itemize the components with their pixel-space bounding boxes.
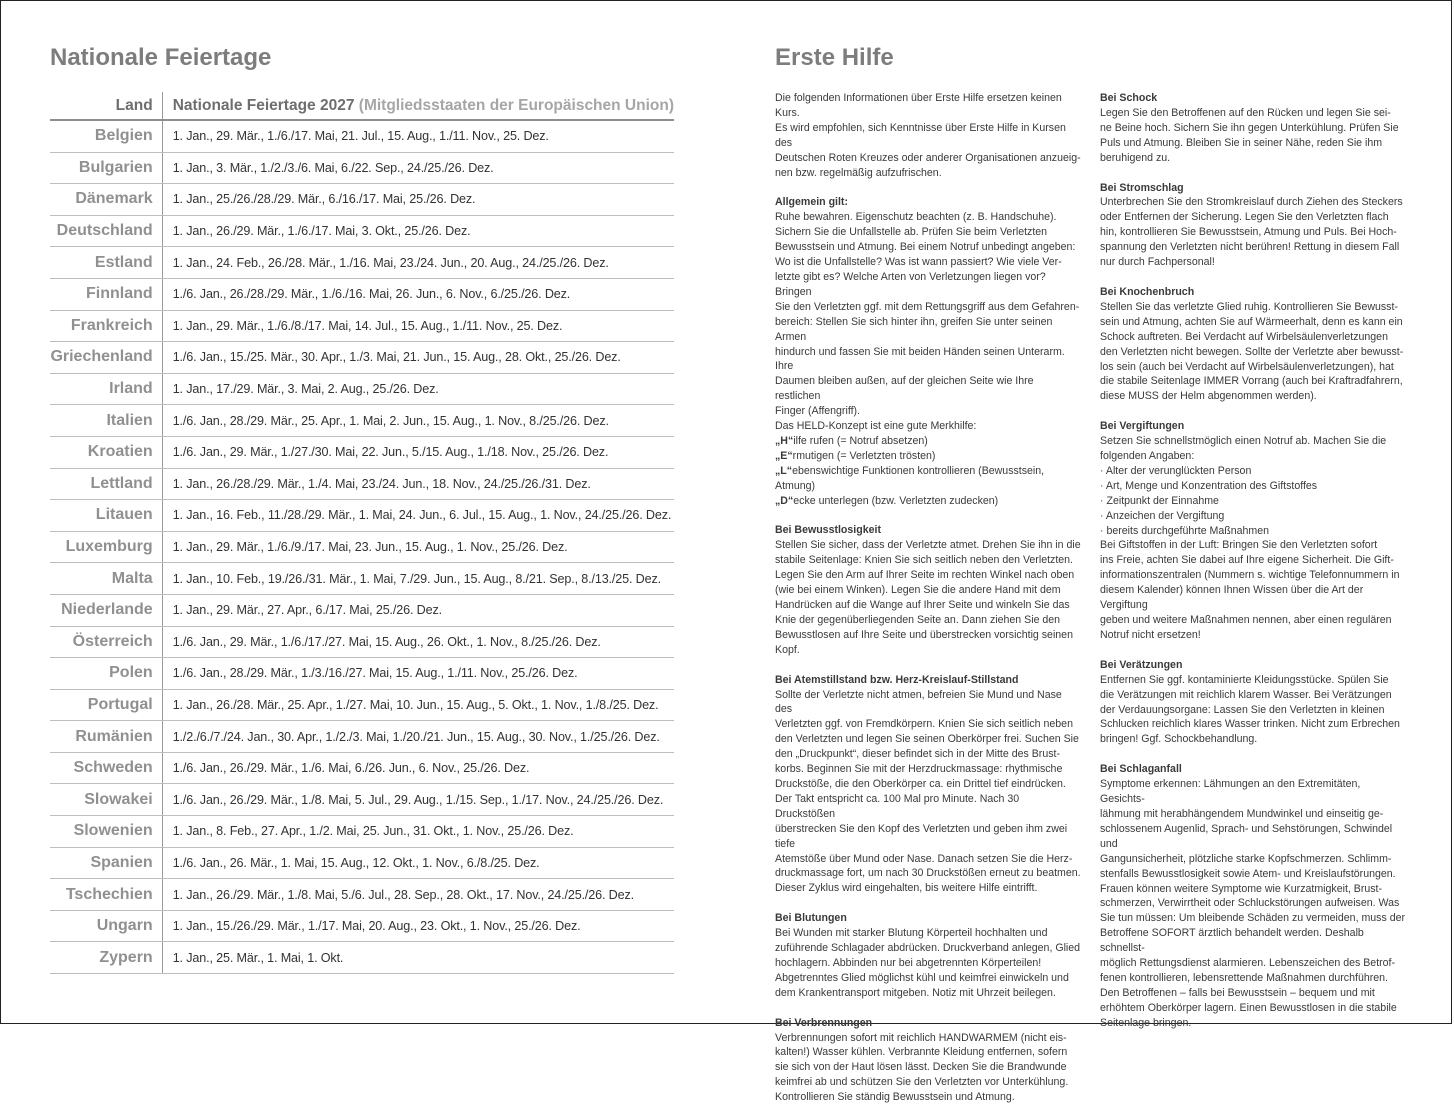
intro-text: Die folgenden Informationen über Erste Hilfe ersetzen keinen Kurs. Es wird empfohlen, sich Kenntnisse über Erste Hilfe in Kursen des Deutschen Roten Kreuzes oder anderer Organisationen anzueig- nen bzw. regelmäßig aufzufrischen. [775,92,1081,179]
held-text: ecke unterlegen (bzw. Verletzten zudecken) [793,494,999,507]
first-aid-section [775,673,1081,897]
country-cell: Luxemburg [50,531,162,563]
held-item [775,449,1081,464]
first-aid-section [775,1016,1081,1105]
section-body: Sollte der Verletzte nicht atmen, befreien Sie Mund und Nase des Verletzten ggf. von Fremdkörpern. Knien Sie sich seitlich neben den Verletzten und legen Sie seinen Oberkörper frei. Suchen Sie den „Druckpunkt“, dieser befindet sich in der Mitte des Brust- korbs. Beginnen Sie mit der Herzdruckmassage: rhythmische Druckstöße, die den Oberkörper ca. ein Drittel tief eindrücken. Der Takt entspricht ca. 100 Mal pro Minute. Nach 30 Druckstößen überstrecken Sie den Kopf des Verletzten und geben ihm zwei tiefe Atemstöße über Mund oder Nase. Danach setzen Sie die Herz- druckmassage fort, um nach 30 Druckstößen erneut zu beatmen. Dieser Zyklus wird eingehalten, bis weitere Hilfe eintrifft. [775,688,1081,895]
holiday-dates-cell: 1. Jan., 26./29. Mär., 1./8. Mai, 5./6. Jul., 28. Sep., 28. Okt., 17. Nov., 24./25./26. Dez. [162,879,674,911]
held-letter: „D“ [775,494,794,507]
country-cell: Griechenland [50,342,162,374]
held-letter: „E“ [775,449,793,462]
country-cell: Ungarn [50,910,162,942]
country-cell: Kroatien [50,436,162,468]
section-heading: Bei Schlaganfall [1100,763,1182,776]
table-row [50,784,674,816]
table-row [50,405,674,437]
country-cell: Finnland [50,278,162,310]
section-heading: Bei Stromschlag [1100,181,1184,194]
first-aid-section [1100,762,1406,1030]
holiday-dates-cell: 1. Jan., 29. Mär., 1./6./17. Mai, 21. Jul., 15. Aug., 1./11. Nov., 25. Dez. [162,120,674,152]
country-cell: Polen [50,658,162,690]
held-letter: „H“ [775,434,794,447]
table-row [50,531,674,563]
country-cell: Rumänien [50,721,162,753]
section-body: Ruhe bewahren. Eigenschutz beachten (z. B. Handschuhe). Sichern Sie die Unfallstelle ab. Prüfen Sie beim Verletzten Bewusstsein und Atmung. Bei einem Notruf unbedingt angeben: Wo ist die Unfallstelle? Was ist wann passiert? Wie viele Ver- letzte gibt es? Welche Arten von Verletzungen liegen vor? Bringen Sie den Verletzten ggf. mit dem Rettungsgriff aus dem Gefahren- bereich: Stellen Sie sich hinter ihn, greifen Sie unter seinen Armen hindurch und fassen Sie mit beiden Händen seinen Unterarm. Ihre Daumen bleiben außen, auf der gleichen Seite wie Ihre restlichen Finger (Affengriff). Das HELD-Konzept ist eine gute Merkhilfe: [775,211,1080,433]
first-aid-column-right [1100,91,1406,1046]
holiday-dates-cell: 1./6. Jan., 29. Mär., 1./27./30. Mai, 22. Jun., 5./15. Aug., 1./18. Nov., 25./26. Dez. [162,436,674,468]
holiday-dates-cell: 1. Jan., 26./28. Mär., 25. Apr., 1./27. Mai, 10. Jun., 15. Aug., 5. Okt., 1. Nov., 1./8./25. Dez. [162,689,674,721]
country-cell: Tschechien [50,879,162,911]
first-aid-column-left [775,91,1081,1120]
first-aid-section [1100,658,1406,747]
table-row [50,436,674,468]
table-row [50,184,674,216]
country-cell: Litauen [50,500,162,532]
table-row [50,120,674,152]
country-cell: Belgien [50,120,162,152]
header-holidays-title: Nationale Feiertage 2027 [172,96,355,114]
holiday-dates-cell: 1. Jan., 15./26./29. Mär., 1./17. Mai, 20. Aug., 23. Okt., 1. Nov., 25./26. Dez. [162,910,674,942]
holidays-page [50,44,680,966]
holiday-dates-cell: 1. Jan., 10. Feb., 19./26./31. Mär., 1. Mai, 7./29. Jun., 15. Aug., 8./21. Sep., 8./13./25. Dez. [162,563,674,595]
section-body: Legen Sie den Betroffenen auf den Rücken und legen Sie sei- ne Beine hoch. Sichern Sie ihn gegen Unterkühlung. Prüfen Sie Puls und Atmung. Bleiben Sie in seiner Nähe, reden Sie ihm beruhigend zu. [1100,106,1399,164]
country-cell: Italien [50,405,162,437]
held-item [775,464,1081,494]
holiday-dates-cell: 1./6. Jan., 29. Mär., 1./6./17./27. Mai, 15. Aug., 26. Okt., 1. Nov., 8./25./26. Dez. [162,626,674,658]
country-cell: Portugal [50,689,162,721]
page-title: Nationale Feiertage [50,44,272,71]
holiday-dates-cell: 1. Jan., 8. Feb., 27. Apr., 1./2. Mai, 25. Jun., 31. Okt., 1. Nov., 25./26. Dez. [162,816,674,848]
country-cell: Lettland [50,468,162,500]
holiday-dates-cell: 1./6. Jan., 28./29. Mär., 1./3./16./27. Mai, 15. Aug., 1./11. Nov., 25./26. Dez. [162,658,674,690]
held-text: ebenswichtige Funktionen kontrollieren (Bewusstsein, Atmung) [775,464,1045,492]
section-heading: Bei Bewusstlosigkeit [775,524,881,537]
first-aid-section [1100,91,1406,166]
holiday-dates-cell: 1./6. Jan., 15./25. Mär., 30. Apr., 1./3. Mai, 21. Jun., 15. Aug., 28. Okt., 25./26. Dez. [162,342,674,374]
section-heading: Bei Blutungen [775,912,847,925]
holiday-dates-cell: 1./2./6./7./24. Jan., 30. Apr., 1./2./3. Mai, 1./20./21. Jun., 15. Aug., 30. Nov., 1./25./26. Dez. [162,721,674,753]
holiday-dates-cell: 1./6. Jan., 26./29. Mär., 1./6. Mai, 6./26. Jun., 6. Nov., 25./26. Dez. [162,752,674,784]
table-row [50,342,674,374]
country-cell: Bulgarien [50,152,162,184]
header-holidays [162,92,674,120]
country-cell: Niederlande [50,594,162,626]
first-aid-page [775,44,1415,1104]
section-body: Verbrennungen sofort mit reichlich HANDWARMEM (nicht eis- kalten!) Wasser kühlen. Verbrannte Kleidung entfernen, sofern sie sich von der Haut lösen lässt. Decken Sie die Brandwunde keimfrei ab und schützen Sie den Verletzten vor Unterkühlung. Kontrollieren Sie ständig Bewusstsein und Atmung. [775,1031,1069,1104]
table-row [50,247,674,279]
country-cell: Zypern [50,942,162,974]
section-heading: Bei Vergiftungen [1100,420,1185,433]
holiday-dates-cell: 1./6. Jan., 26./28./29. Mär., 1./6./16. Mai, 26. Jun., 6. Nov., 6./25./26. Dez. [162,278,674,310]
country-cell: Malta [50,563,162,595]
table-row [50,752,674,784]
header-holidays-subtitle: (Mitgliedsstaaten der Europäischen Union) [358,96,674,114]
table-row [50,373,674,405]
holiday-dates-cell: 1. Jan., 3. Mär., 1./2./3./6. Mai, 6./22. Sep., 24./25./26. Dez. [162,152,674,184]
section-body: Setzen Sie schnellstmöglich einen Notruf ab. Machen Sie die folgenden Angaben: · Alter der verunglückten Person · Art, Menge und Konzentration des Giftstoffes · Zeitpunkt der Einnahme · Anzeichen der Vergiftung · bereits durchgeführte Maßnahmen Bei Giftstoffen in der Luft: Bringen Sie den Verletzten sofort ins Freie, achten Sie dabei auf Ihre eigene Sicherheit. Die Gift- informationszentralen (Nummern s. wichtige Telefonnummern in diesem Kalender) können Ihnen Wissen über die Art der Vergiftung geben und weitere Maßnahmen nennen, aber einen regulären Notruf nicht ersetzen! [1100,435,1400,641]
table-row [50,942,674,974]
section-heading: Bei Knochenbruch [1100,285,1195,298]
table-row [50,816,674,848]
country-cell: Slowakei [50,784,162,816]
table-row [50,278,674,310]
country-cell: Dänemark [50,184,162,216]
table-row [50,215,674,247]
table-row [50,658,674,690]
country-cell: Irland [50,373,162,405]
holiday-dates-cell: 1./6. Jan., 26./29. Mär., 1./8. Mai, 5. Jul., 29. Aug., 1./15. Sep., 1./17. Nov., 24./25./26. Dez. [162,784,674,816]
holiday-dates-cell: 1. Jan., 26./29. Mär., 1./6./17. Mai, 3. Okt., 25./26. Dez. [162,215,674,247]
table-row [50,563,674,595]
first-aid-section [775,911,1081,1000]
section-body: Unterbrechen Sie den Stromkreislauf durch Ziehen des Steckers oder Entfernen der Sicherung. Legen Sie den Verletzten flach hin, kontrollieren Sie Bewusstsein, Atmung und Puls. Bei Hoch- spannung den Verletzten nicht berühren! Rettung in diesem Fall nur durch Fachpersonal! [1100,196,1403,269]
country-cell: Schweden [50,752,162,784]
table-row [50,500,674,532]
holiday-dates-cell: 1. Jan., 26./28./29. Mär., 1./4. Mai, 23./24. Jun., 18. Nov., 24./25./26./31. Dez. [162,468,674,500]
table-row [50,468,674,500]
table-row [50,910,674,942]
page-title-first-aid: Erste Hilfe [775,44,894,71]
held-text: ilfe rufen (= Notruf absetzen) [793,434,928,447]
held-letter: „L“ [775,464,793,477]
holidays-table [50,92,674,974]
table-row [50,721,674,753]
table-row [50,689,674,721]
holiday-dates-cell: 1./6. Jan., 26. Mär., 1. Mai, 15. Aug., 12. Okt., 1. Nov., 6./8./25. Dez. [162,847,674,879]
country-cell: Estland [50,247,162,279]
section-body: Symptome erkennen: Lähmungen an den Extremitäten, Gesichts- lähmung mit herabhängendem Mundwinkel und einseitig ge- schlossenem Augenlid, Sprach- und Sehstörungen, Schwindel und Gangunsicherheit, plötzliche starke Kopfschmerzen. Schlimm- stenfalls Bewusstlosigkeit sowie Atem- und Kreislaufstörungen. Frauen können weitere Symptome wie Kurzatmigkeit, Brust- schmerzen, Verwirrtheit oder Schluckstörungen aufweisen. Was Sie tun müssen: Um bleibende Schäden zu vermeiden, muss der Betroffene SOFORT ärztlich behandelt werden. Deshalb schnellst- möglich Rettungsdienst alarmieren. Lebenszeichen des Betrof- fenen kontrollieren, lebensrettende Maßnahmen durchführen. Den Betroffenen – falls bei Bewusstsein – bequem und mit erhöhtem Oberkörper lagern. Einen Bewusstlosen in die stabile Seitenlage bringen. [1100,778,1406,1029]
held-text: rmutigen (= Verletzten trösten) [792,449,936,462]
first-aid-section [1100,181,1406,270]
country-cell: Spanien [50,847,162,879]
section-body: Entfernen Sie ggf. kontaminierte Kleidungsstücke. Spülen Sie die Verätzungen mit reichlich klarem Wasser. Bei Verätzungen der Verdauungsorgane: Lassen Sie den Verletzten in kleinen Schlucken reichlich klares Wasser trinken. Nicht zum Erbrechen bringen! Ggf. Schockbehandlung. [1100,673,1400,746]
holiday-dates-cell: 1. Jan., 25./26./28./29. Mär., 6./16./17. Mai, 25./26. Dez. [162,184,674,216]
table-row [50,310,674,342]
country-cell: Österreich [50,626,162,658]
section-body: Bei Wunden mit starker Blutung Körperteil hochhalten und zuführende Schlagader abdrücken. Druckverband anlegen, Glied hochlagern. Abbinden nur bei abgetrennten Körperteilen! Abgetrenntes Glied möglichst kühl und keimfrei einwickeln und dem Krankentransport mitgeben. Notiz mit Uhrzeit beilegen. [775,927,1081,999]
table-row [50,847,674,879]
table-row [50,879,674,911]
section-heading: Bei Schock [1100,92,1158,104]
first-aid-section [775,523,1081,657]
holiday-dates-cell: 1. Jan., 17./29. Mär., 3. Mai, 2. Aug., 25./26. Dez. [162,373,674,405]
first-aid-section [1100,285,1406,404]
held-item [775,434,1081,449]
section-heading: Allgemein gilt: [775,196,848,209]
table-row [50,594,674,626]
table-row [50,152,674,184]
country-cell: Deutschland [50,215,162,247]
holiday-dates-cell: 1. Jan., 25. Mär., 1. Mai, 1. Okt. [162,942,674,974]
holiday-dates-cell: 1./6. Jan., 28./29. Mär., 25. Apr., 1. Mai, 2. Jun., 15. Aug., 1. Nov., 8./25./26. Dez. [162,405,674,437]
holiday-dates-cell: 1. Jan., 29. Mär., 1./6./8./17. Mai, 14. Jul., 15. Aug., 1./11. Nov., 25. Dez. [162,310,674,342]
section-heading: Bei Verätzungen [1100,658,1183,671]
held-item [775,494,1081,509]
holiday-dates-cell: 1. Jan., 24. Feb., 26./28. Mär., 1./16. Mai, 23./24. Jun., 20. Aug., 24./25./26. Dez. [162,247,674,279]
first-aid-section [1100,419,1406,643]
table-header-row [50,92,674,120]
holiday-dates-cell: 1. Jan., 29. Mär., 1./6./9./17. Mai, 23. Jun., 15. Aug., 1. Nov., 25./26. Dez. [162,531,674,563]
country-cell: Slowenien [50,816,162,848]
section-body: Stellen Sie sicher, dass der Verletzte atmet. Drehen Sie ihn in die stabile Seitenlage: Knien Sie sich seitlich neben den Verletzten. Legen Sie den Arm auf Ihrer Seite im rechten Winkel nach oben (wie bei einem Winken). Legen Sie die andere Hand mit dem Handrücken auf die Wange auf Ihrer Seite und winkeln Sie das Knie der gegenüberliegenden Seite an. Dann ziehen Sie den Bewusstlosen auf Ihre Seite und überstrecken vorsichtig seinen Kopf. [775,539,1081,656]
header-country: Land [50,92,162,120]
holiday-dates-cell: 1. Jan., 16. Feb., 11./28./29. Mär., 1. Mai, 24. Jun., 6. Jul., 15. Aug., 1. Nov., 24./25./26. Dez. [162,500,674,532]
section-general [775,195,1081,508]
section-heading: Bei Verbrennungen [775,1016,873,1029]
holiday-dates-cell: 1. Jan., 29. Mär., 27. Apr., 6./17. Mai, 25./26. Dez. [162,594,674,626]
section-heading: Bei Atemstillstand bzw. Herz-Kreislauf-Stillstand [775,673,1019,686]
country-cell: Frankreich [50,310,162,342]
table-row [50,626,674,658]
section-body: Stellen Sie das verletzte Glied ruhig. Kontrollieren Sie Bewusst- sein und Atmung, achten Sie auf Wärmeerhalt, denn es kann ein Schock auftreten. Bei Verdacht auf Wirbelsäulenverletzungen den Verletzten nicht bewegen. Sollte der Verletzte aber bewusst- los sein (auch bei Verdacht auf Wirbelsäulenverletzungen), hat die stabile Seitenlage IMMER Vorrang (auch bei Kraftradfahrern, diese MUSS der Helm abgenommen werden). [1100,300,1404,403]
